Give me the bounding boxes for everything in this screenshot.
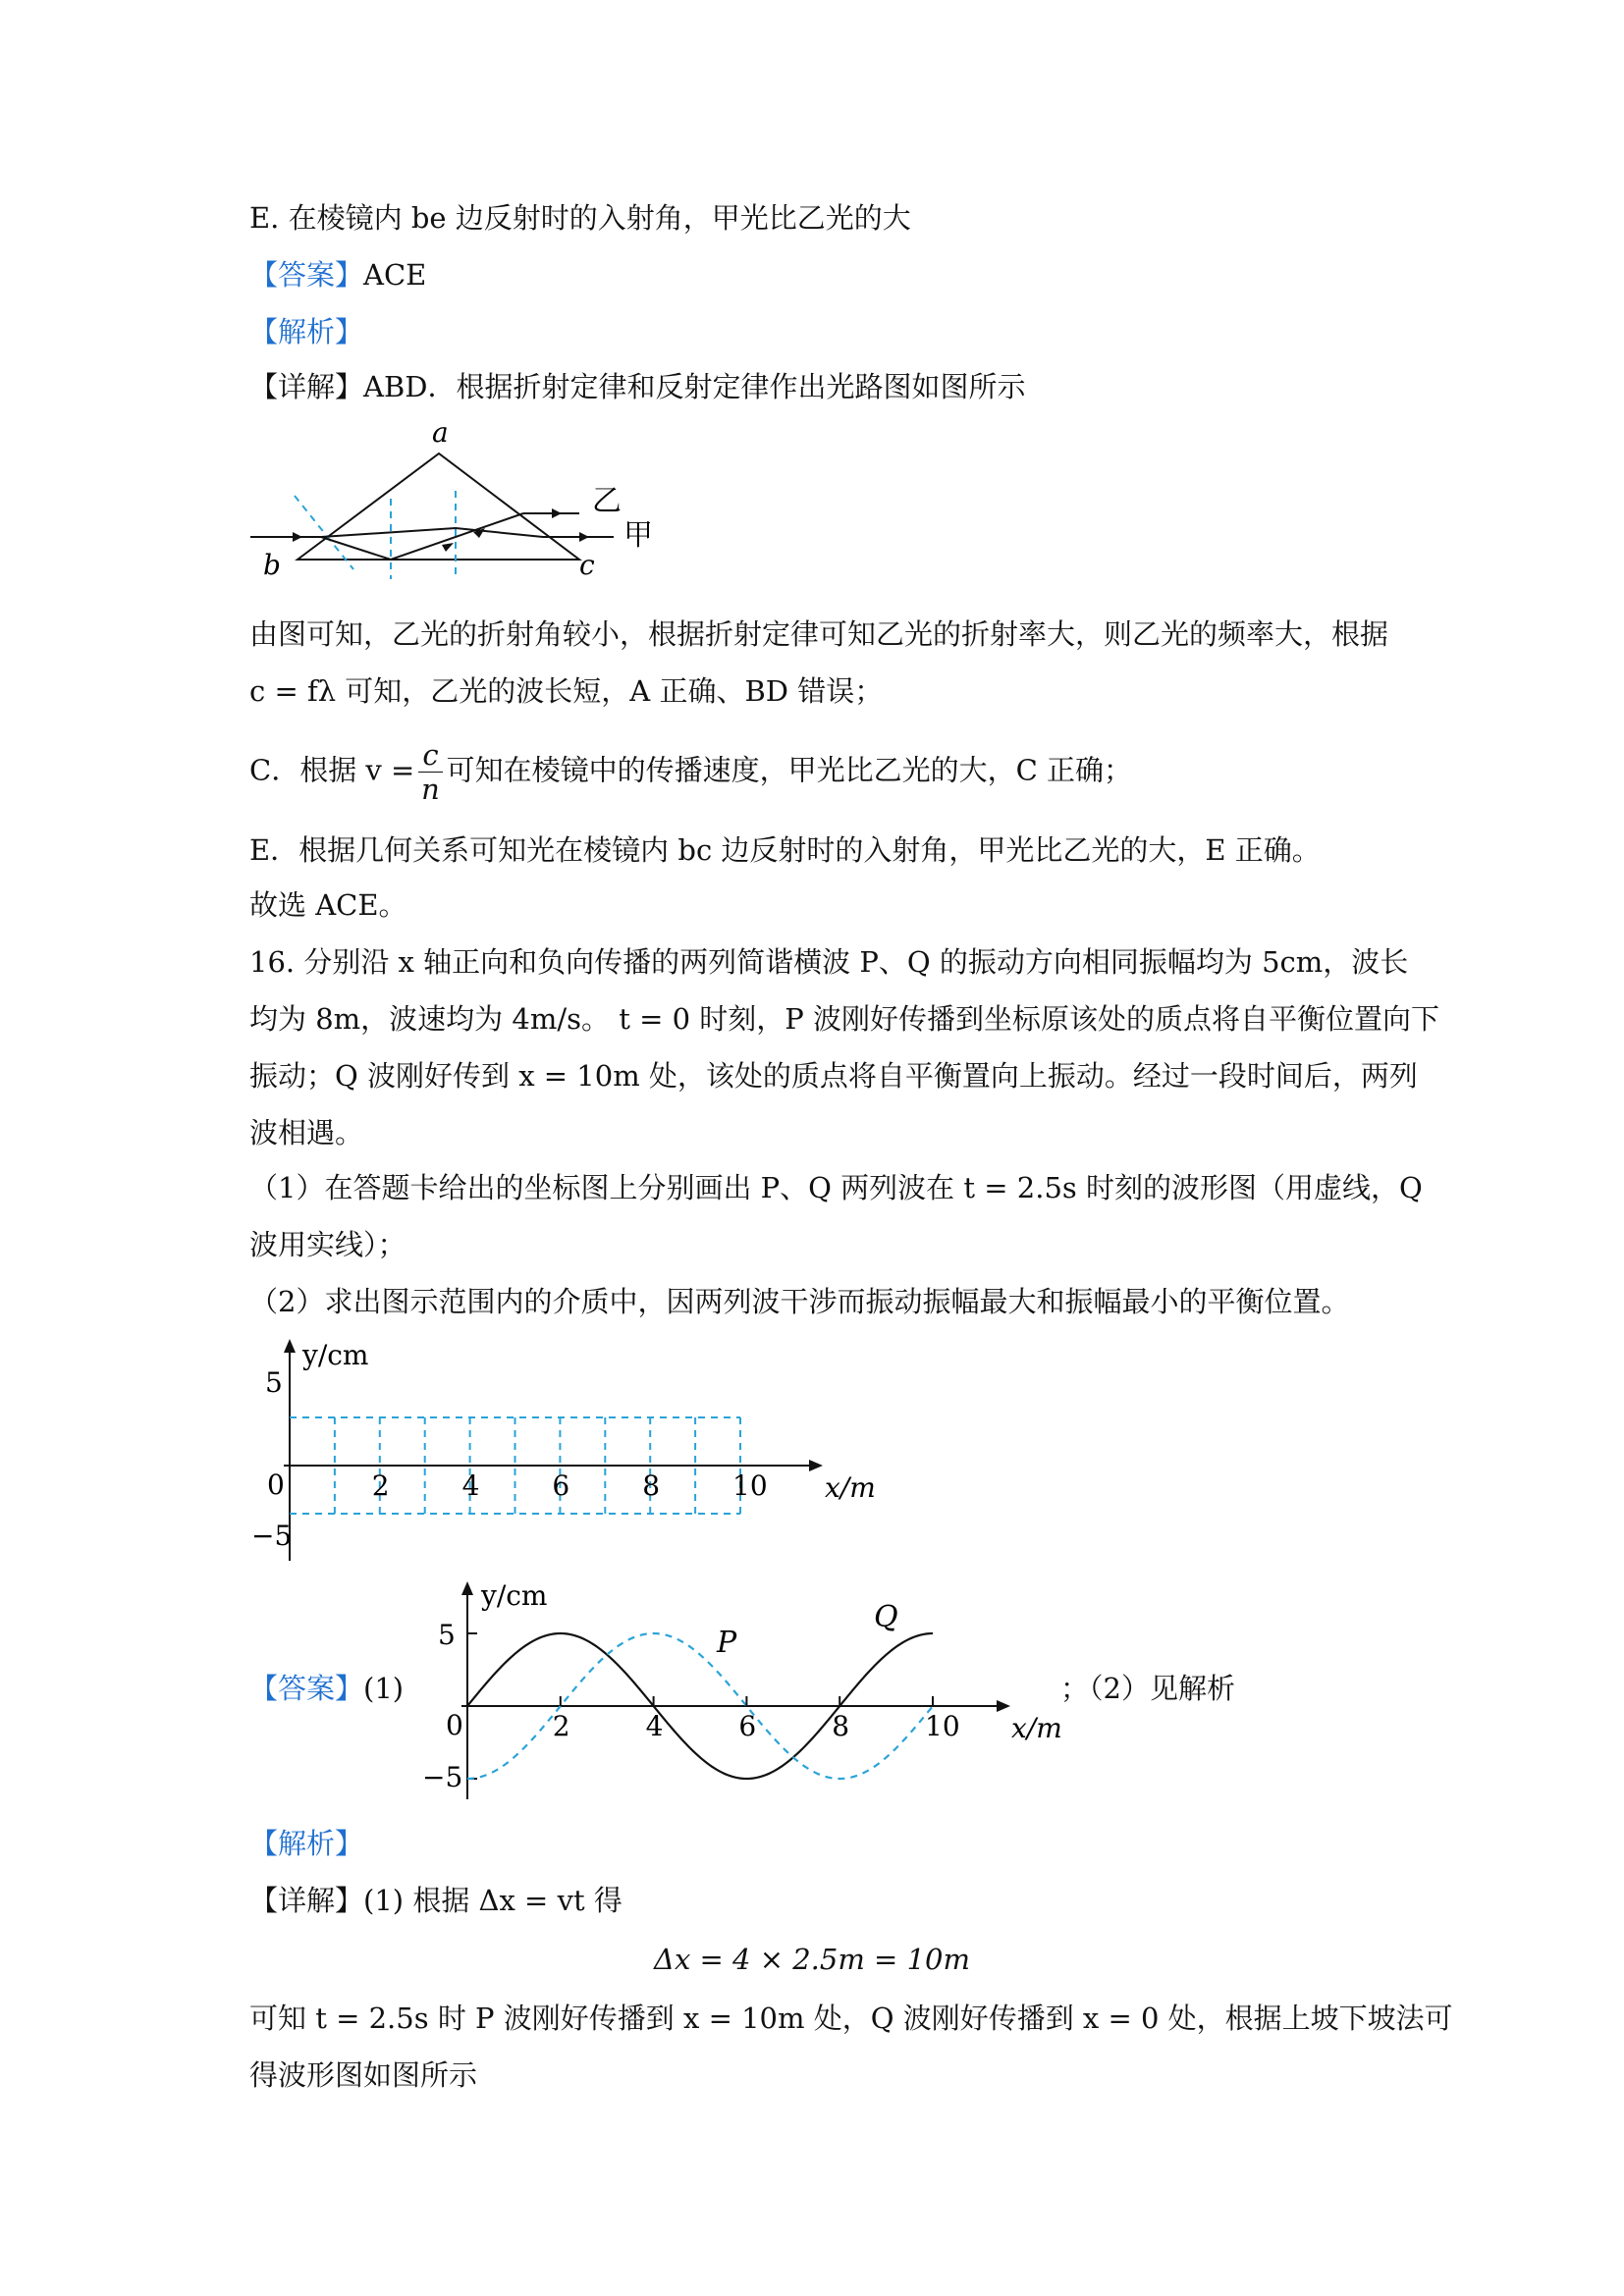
wave-xtick-10: 10 — [925, 1710, 960, 1742]
para-4: E．根据几何关系可知光在棱镜内 bc 边反射时的入射角，甲光比乙光的大，E 正确。 — [249, 833, 1321, 867]
q16-line-4: 波相遇。 — [249, 1116, 364, 1149]
detail-line-q15 — [249, 367, 1026, 406]
q16-line-6: 波用实线）； — [249, 1228, 406, 1261]
para-1: 由图可知，乙光的折射角较小，根据折射定律可知乙光的折射率大，则乙光的频率大，根据 — [249, 617, 1389, 651]
grid-ylabel: y/cm — [302, 1339, 369, 1371]
detail-tag: 【详解】 — [249, 370, 364, 403]
wave-xtick-4: 4 — [645, 1710, 664, 1742]
grid-xtick-6: 6 — [552, 1469, 570, 1502]
answer-tag: 【答案】 — [249, 258, 364, 292]
q16-line-1: 16. 分别沿 x 轴正向和负向传播的两列简谐横波 P、Q 的振动方向相同振幅均为 5cm，波长 — [249, 945, 1409, 979]
grid-xtick-8: 8 — [642, 1469, 661, 1502]
wave-ylabel: y/cm — [481, 1579, 548, 1612]
q16-line-2: 均为 8m，波速均为 4m/s。 t = 0 时刻，P 波刚好传播到坐标原该处的质点将自平衡位置向下 — [249, 1002, 1439, 1036]
detail-d1: (1) 根据 Δx = vt 得 — [363, 1884, 623, 1917]
wave-xtick-2: 2 — [552, 1710, 570, 1742]
analysis-tag: 【解析】 — [249, 315, 364, 348]
frac-num: c — [418, 738, 442, 773]
label-b: b — [263, 549, 281, 581]
blank-grid-chart — [240, 1335, 876, 1571]
q16-line-5: （1）在答题卡给出的坐标图上分别画出 P、Q 两列波在 t = 2.5s 时刻的波形图（用虚线，Q — [249, 1171, 1423, 1204]
wave-answer-chart — [412, 1575, 1060, 1811]
grid-origin: 0 — [267, 1468, 285, 1501]
detail-d2: 可知 t = 2.5s 时 P 波刚好传播到 x = 10m 处，Q 波刚好传播到 x = 0 处，根据上坡下坡法可 — [249, 2002, 1453, 2035]
answer-text: ACE — [363, 258, 427, 292]
option-e: E. 在棱镜内 be 边反射时的入射角，甲光比乙光的大 — [249, 201, 911, 235]
wave-origin: 0 — [446, 1709, 463, 1741]
para-3 — [249, 738, 1132, 806]
grid-xtick-4: 4 — [461, 1469, 480, 1502]
q16-line-7: （2）求出图示范围内的介质中，因两列波干涉而振动振幅最大和振幅最小的平衡位置。 — [249, 1285, 1350, 1318]
grid-xlabel: x/m — [825, 1471, 876, 1504]
label-c: c — [579, 549, 595, 581]
wave-label-P: P — [717, 1626, 737, 1660]
answer-line-q15 — [249, 255, 426, 294]
label-a: a — [432, 416, 449, 449]
wave-xtick-6: 6 — [738, 1710, 757, 1742]
analysis-tag-q15 — [249, 312, 363, 351]
answer-line-q16 — [249, 1669, 404, 1708]
answer-post: ；（2）见解析 — [1060, 1672, 1235, 1705]
equation: Δx = 4 × 2.5m = 10m — [654, 1943, 970, 1976]
wave-ytick-5: 5 — [438, 1619, 456, 1651]
detail-line-q16 — [249, 1881, 623, 1920]
detail-intro: ABD．根据折射定律和反射定律作出光路图如图所示 — [363, 370, 1026, 403]
para-5: 故选 ACE。 — [249, 888, 407, 922]
prism-diagram — [245, 412, 677, 584]
normal-left — [295, 496, 353, 569]
answer-pre: (1) — [363, 1672, 405, 1705]
grid-ytick-5: 5 — [265, 1366, 283, 1399]
ray-jia — [321, 528, 543, 537]
label-jia: 甲 — [623, 518, 653, 553]
analysis-tag-text: 【解析】 — [249, 1827, 364, 1860]
para-3-pre: C．根据 v = — [249, 753, 415, 787]
label-yi: 乙 — [592, 484, 622, 518]
grid-xtick-2: 2 — [371, 1469, 390, 1502]
wave-label-Q: Q — [874, 1600, 898, 1634]
frac-den: n — [421, 773, 440, 806]
grid-xtick-10: 10 — [732, 1469, 768, 1502]
wave-xlabel: x/m — [1011, 1712, 1062, 1744]
detail-d3: 得波形图如图所示 — [249, 2058, 478, 2092]
detail-tag-q16: 【详解】 — [249, 1884, 364, 1917]
wave-xtick-8: 8 — [832, 1710, 850, 1742]
grid-ytick-neg5: −5 — [251, 1520, 293, 1552]
para-2: c = fλ 可知，乙光的波长短，A 正确、BD 错误； — [249, 674, 884, 708]
fraction-c-over-n — [418, 738, 442, 806]
answer-tag-q16: 【答案】 — [249, 1672, 364, 1705]
para-3-post: 可知在棱镜中的传播速度，甲光比乙光的大，C 正确； — [446, 753, 1132, 787]
analysis-tag-q16 — [249, 1824, 363, 1863]
q16-line-3: 振动；Q 波刚好传到 x = 10m 处，该处的质点将自平衡置向上振动。经过一段时间后，两列 — [249, 1059, 1418, 1093]
wave-ytick-neg5: −5 — [422, 1761, 463, 1793]
